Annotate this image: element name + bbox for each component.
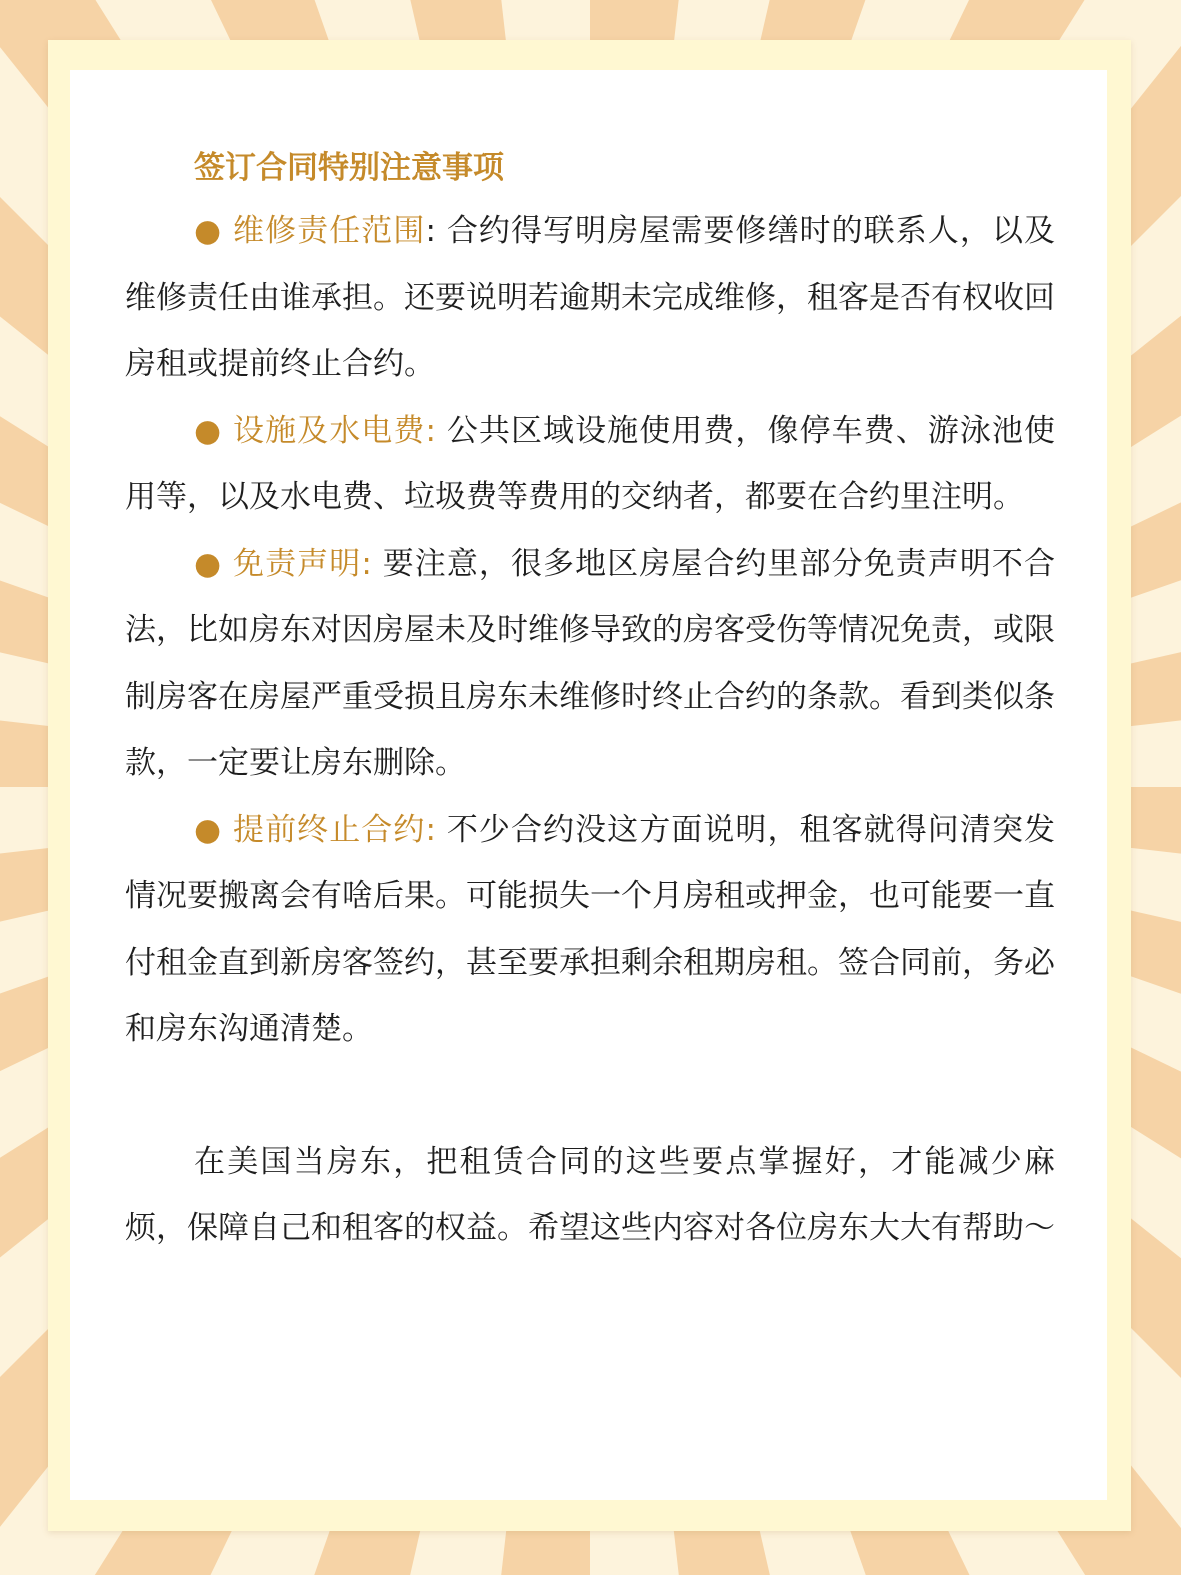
note-label: 设施及水电费 <box>233 412 426 449</box>
note-text: 合约得写明房屋需要修缮时的联系人，以及维修责任由谁承担。还要说明若逾期未完成维修，租客是否有权收回房租或提前终止合约。 <box>125 213 1056 382</box>
bullet-icon: ● <box>194 213 223 249</box>
note-colon: : <box>425 412 436 449</box>
note-item-early-termination <box>125 797 1055 1063</box>
note-text: 要注意，很多地区房屋合约里部分免责声明不合法，比如房东对因房屋未及时维修导致的房客受伤等情况免责，或限制房客在房屋严重受损且房东未维修时终止合约的条款。看到类似条款，一定要让房东删除。 <box>125 545 1055 781</box>
bullet-icon: ● <box>194 811 223 848</box>
paragraph-gap <box>125 1063 1055 1129</box>
note-colon: : <box>425 213 436 249</box>
article-content <box>125 138 1055 1262</box>
note-colon: : <box>361 545 372 582</box>
note-text: 不少合约没这方面说明，租客就得问清突发情况要搬离会有啥后果。可能损失一个月房租或押金，也可能要一直付租金直到新房客签约，甚至要承担剩余租期房租。签合同前，务必和房东沟通清楚。 <box>125 811 1056 1047</box>
section-heading: 签订合同特别注意事项 <box>194 150 504 186</box>
note-item-disclaimer <box>125 531 1055 797</box>
note-text: 公共区域设施使用费，像停车费、游泳池使用等，以及水电费、垃圾费等费用的交纳者，都要在合约里注明。 <box>125 412 1056 515</box>
closing-paragraph: 在美国当房东，把租赁合同的这些要点掌握好，才能减少麻烦，保障自己和租客的权益。希望这些内容对各位房东大大有帮助～ <box>125 1143 1055 1246</box>
bullet-icon: ● <box>194 545 223 582</box>
note-colon: : <box>425 811 436 848</box>
bullet-icon: ● <box>194 412 223 449</box>
note-label: 免责声明 <box>233 545 362 582</box>
note-label: 提前终止合约 <box>233 811 426 848</box>
note-item-utilities <box>125 398 1055 531</box>
note-label: 维修责任范围 <box>233 213 426 249</box>
note-item-repair <box>125 198 1055 398</box>
